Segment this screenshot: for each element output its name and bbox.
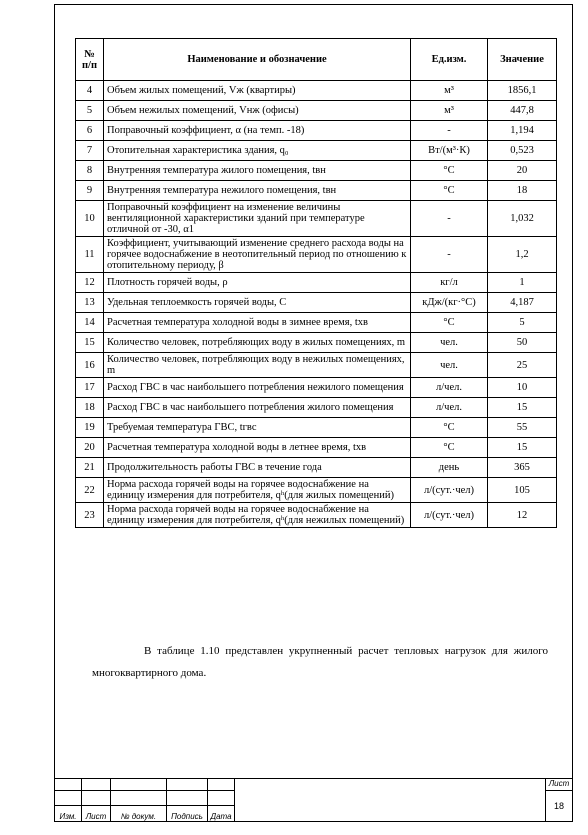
stamp-sign: Подпись [167, 806, 208, 822]
body-paragraph [92, 640, 548, 684]
row-name: Плотность горячей воды, ρ [104, 273, 411, 293]
row-unit: °С [411, 418, 488, 438]
row-name: Отопительная характеристика здания, q₀ [104, 141, 411, 161]
row-unit: л/(сут.·чел) [411, 503, 488, 528]
stamp-cell [167, 779, 208, 791]
row-unit: - [411, 201, 488, 237]
table-row [76, 81, 557, 101]
row-unit: л/чел. [411, 398, 488, 418]
row-name: Внутренняя температура жилого помещения, tвн [104, 161, 411, 181]
table-row [76, 201, 557, 237]
row-value: 18 [488, 181, 557, 201]
parameters-table [75, 38, 557, 528]
row-num: 6 [76, 121, 104, 141]
row-name: Расход ГВС в час наибольшего потребления нежилого помещения [104, 378, 411, 398]
row-num: 20 [76, 438, 104, 458]
row-name: Объем жилых помещений, Vж (квартиры) [104, 81, 411, 101]
row-value: 447,8 [488, 101, 557, 121]
stamp-cell [82, 779, 111, 791]
row-unit: л/чел. [411, 378, 488, 398]
stamp-list: Лист [82, 806, 111, 822]
row-name: Норма расхода горячей воды на горячее водоснабжение на единицу измерения для потребителя, qʰ(для жилых помещений) [104, 478, 411, 503]
paragraph-text: В таблице 1.10 представлен укрупненный расчет тепловых нагрузок для жилого многоквартирного дома. [92, 645, 548, 679]
row-name: Продолжительность работы ГВС в течение года [104, 458, 411, 478]
row-num: 21 [76, 458, 104, 478]
table-row [76, 353, 557, 378]
stamp-cell [111, 790, 167, 806]
table-row [76, 237, 557, 273]
row-num: 8 [76, 161, 104, 181]
table-row [76, 293, 557, 313]
row-unit: л/(сут.·чел) [411, 478, 488, 503]
row-unit: °С [411, 161, 488, 181]
row-unit: м³ [411, 81, 488, 101]
table-row [76, 313, 557, 333]
row-num: 10 [76, 201, 104, 237]
row-value: 4,187 [488, 293, 557, 313]
row-unit: °С [411, 181, 488, 201]
table-row [76, 161, 557, 181]
title-block [54, 778, 573, 822]
row-num: 9 [76, 181, 104, 201]
stamp-cell [167, 790, 208, 806]
row-value: 55 [488, 418, 557, 438]
row-unit: день [411, 458, 488, 478]
stamp-cell [111, 779, 167, 791]
table-row [76, 333, 557, 353]
stamp-cell [55, 779, 82, 791]
row-value: 20 [488, 161, 557, 181]
stamp-izm: Изм. [55, 806, 82, 822]
row-value: 1,194 [488, 121, 557, 141]
row-unit: кг/л [411, 273, 488, 293]
row-num: 14 [76, 313, 104, 333]
row-name: Количество человек, потребляющих воду в нежилых помещениях, m [104, 353, 411, 378]
row-num: 22 [76, 478, 104, 503]
stamp-cell [208, 779, 235, 791]
row-unit: чел. [411, 353, 488, 378]
row-name: Удельная теплоемкость горячей воды, С [104, 293, 411, 313]
row-name: Норма расхода горячей воды на горячее водоснабжение на единицу измерения для потребителя, qʰ(для нежилых помещений) [104, 503, 411, 528]
table-row [76, 438, 557, 458]
row-value: 1,032 [488, 201, 557, 237]
row-num: 23 [76, 503, 104, 528]
row-num: 12 [76, 273, 104, 293]
row-num: 19 [76, 418, 104, 438]
row-num: 17 [76, 378, 104, 398]
row-num: 18 [76, 398, 104, 418]
table-row [76, 458, 557, 478]
stamp-cell [55, 790, 82, 806]
row-name: Количество человек, потребляющих воду в жилых помещениях, m [104, 333, 411, 353]
table-row [76, 378, 557, 398]
row-name: Коэффициент, учитывающий изменение среднего расхода воды на горячее водоснабжение в неотопительный период по отношению к отопительному периоду, β [104, 237, 411, 273]
stamp-sheet-label: Лист [546, 779, 573, 791]
row-num: 5 [76, 101, 104, 121]
row-name: Внутренняя температура нежилого помещения, tвн [104, 181, 411, 201]
row-value: 12 [488, 503, 557, 528]
table-row [76, 418, 557, 438]
header-name: Наименование и обозначение [104, 39, 411, 81]
row-num: 4 [76, 81, 104, 101]
row-value: 105 [488, 478, 557, 503]
row-name: Поправочный коэффициент, α (на темп. -18) [104, 121, 411, 141]
table-row [76, 121, 557, 141]
stamp-sheet-number: 18 [546, 790, 573, 821]
row-value: 0,523 [488, 141, 557, 161]
table-row [76, 101, 557, 121]
row-unit: Вт/(м³·К) [411, 141, 488, 161]
row-unit: - [411, 121, 488, 141]
stamp-doc: № докум. [111, 806, 167, 822]
row-value: 10 [488, 378, 557, 398]
row-unit: кДж/(кг·°С) [411, 293, 488, 313]
row-value: 1 [488, 273, 557, 293]
row-num: 13 [76, 293, 104, 313]
row-num: 11 [76, 237, 104, 273]
row-name: Расчетная температура холодной воды в зимнее время, tхв [104, 313, 411, 333]
stamp-date: Дата [208, 806, 235, 822]
table-row [76, 503, 557, 528]
row-num: 16 [76, 353, 104, 378]
row-unit: °С [411, 438, 488, 458]
row-num: 15 [76, 333, 104, 353]
table-row [76, 398, 557, 418]
row-value: 365 [488, 458, 557, 478]
table-row [76, 141, 557, 161]
row-unit: чел. [411, 333, 488, 353]
table-row [76, 181, 557, 201]
row-name: Поправочный коэффициент на изменение величины вентиляционной характеристики зданий при температуре отличной от -30, α1 [104, 201, 411, 237]
row-value: 15 [488, 398, 557, 418]
row-value: 15 [488, 438, 557, 458]
row-unit: °С [411, 313, 488, 333]
header-num: № п/п [76, 39, 104, 81]
row-unit: м³ [411, 101, 488, 121]
row-name: Объем нежилых помещений, Vнж (офисы) [104, 101, 411, 121]
table-header-row [76, 39, 557, 81]
row-value: 1856,1 [488, 81, 557, 101]
stamp-title-area [235, 779, 546, 822]
header-value: Значение [488, 39, 557, 81]
stamp-cell [208, 790, 235, 806]
row-value: 5 [488, 313, 557, 333]
row-value: 25 [488, 353, 557, 378]
header-unit: Ед.изм. [411, 39, 488, 81]
row-value: 50 [488, 333, 557, 353]
row-unit: - [411, 237, 488, 273]
row-name: Требуемая температура ГВС, tгвс [104, 418, 411, 438]
row-value: 1,2 [488, 237, 557, 273]
table-row [76, 273, 557, 293]
row-name: Расход ГВС в час наибольшего потребления жилого помещения [104, 398, 411, 418]
row-name: Расчетная температура холодной воды в летнее время, tхв [104, 438, 411, 458]
row-num: 7 [76, 141, 104, 161]
table-row [76, 478, 557, 503]
stamp-cell [82, 790, 111, 806]
